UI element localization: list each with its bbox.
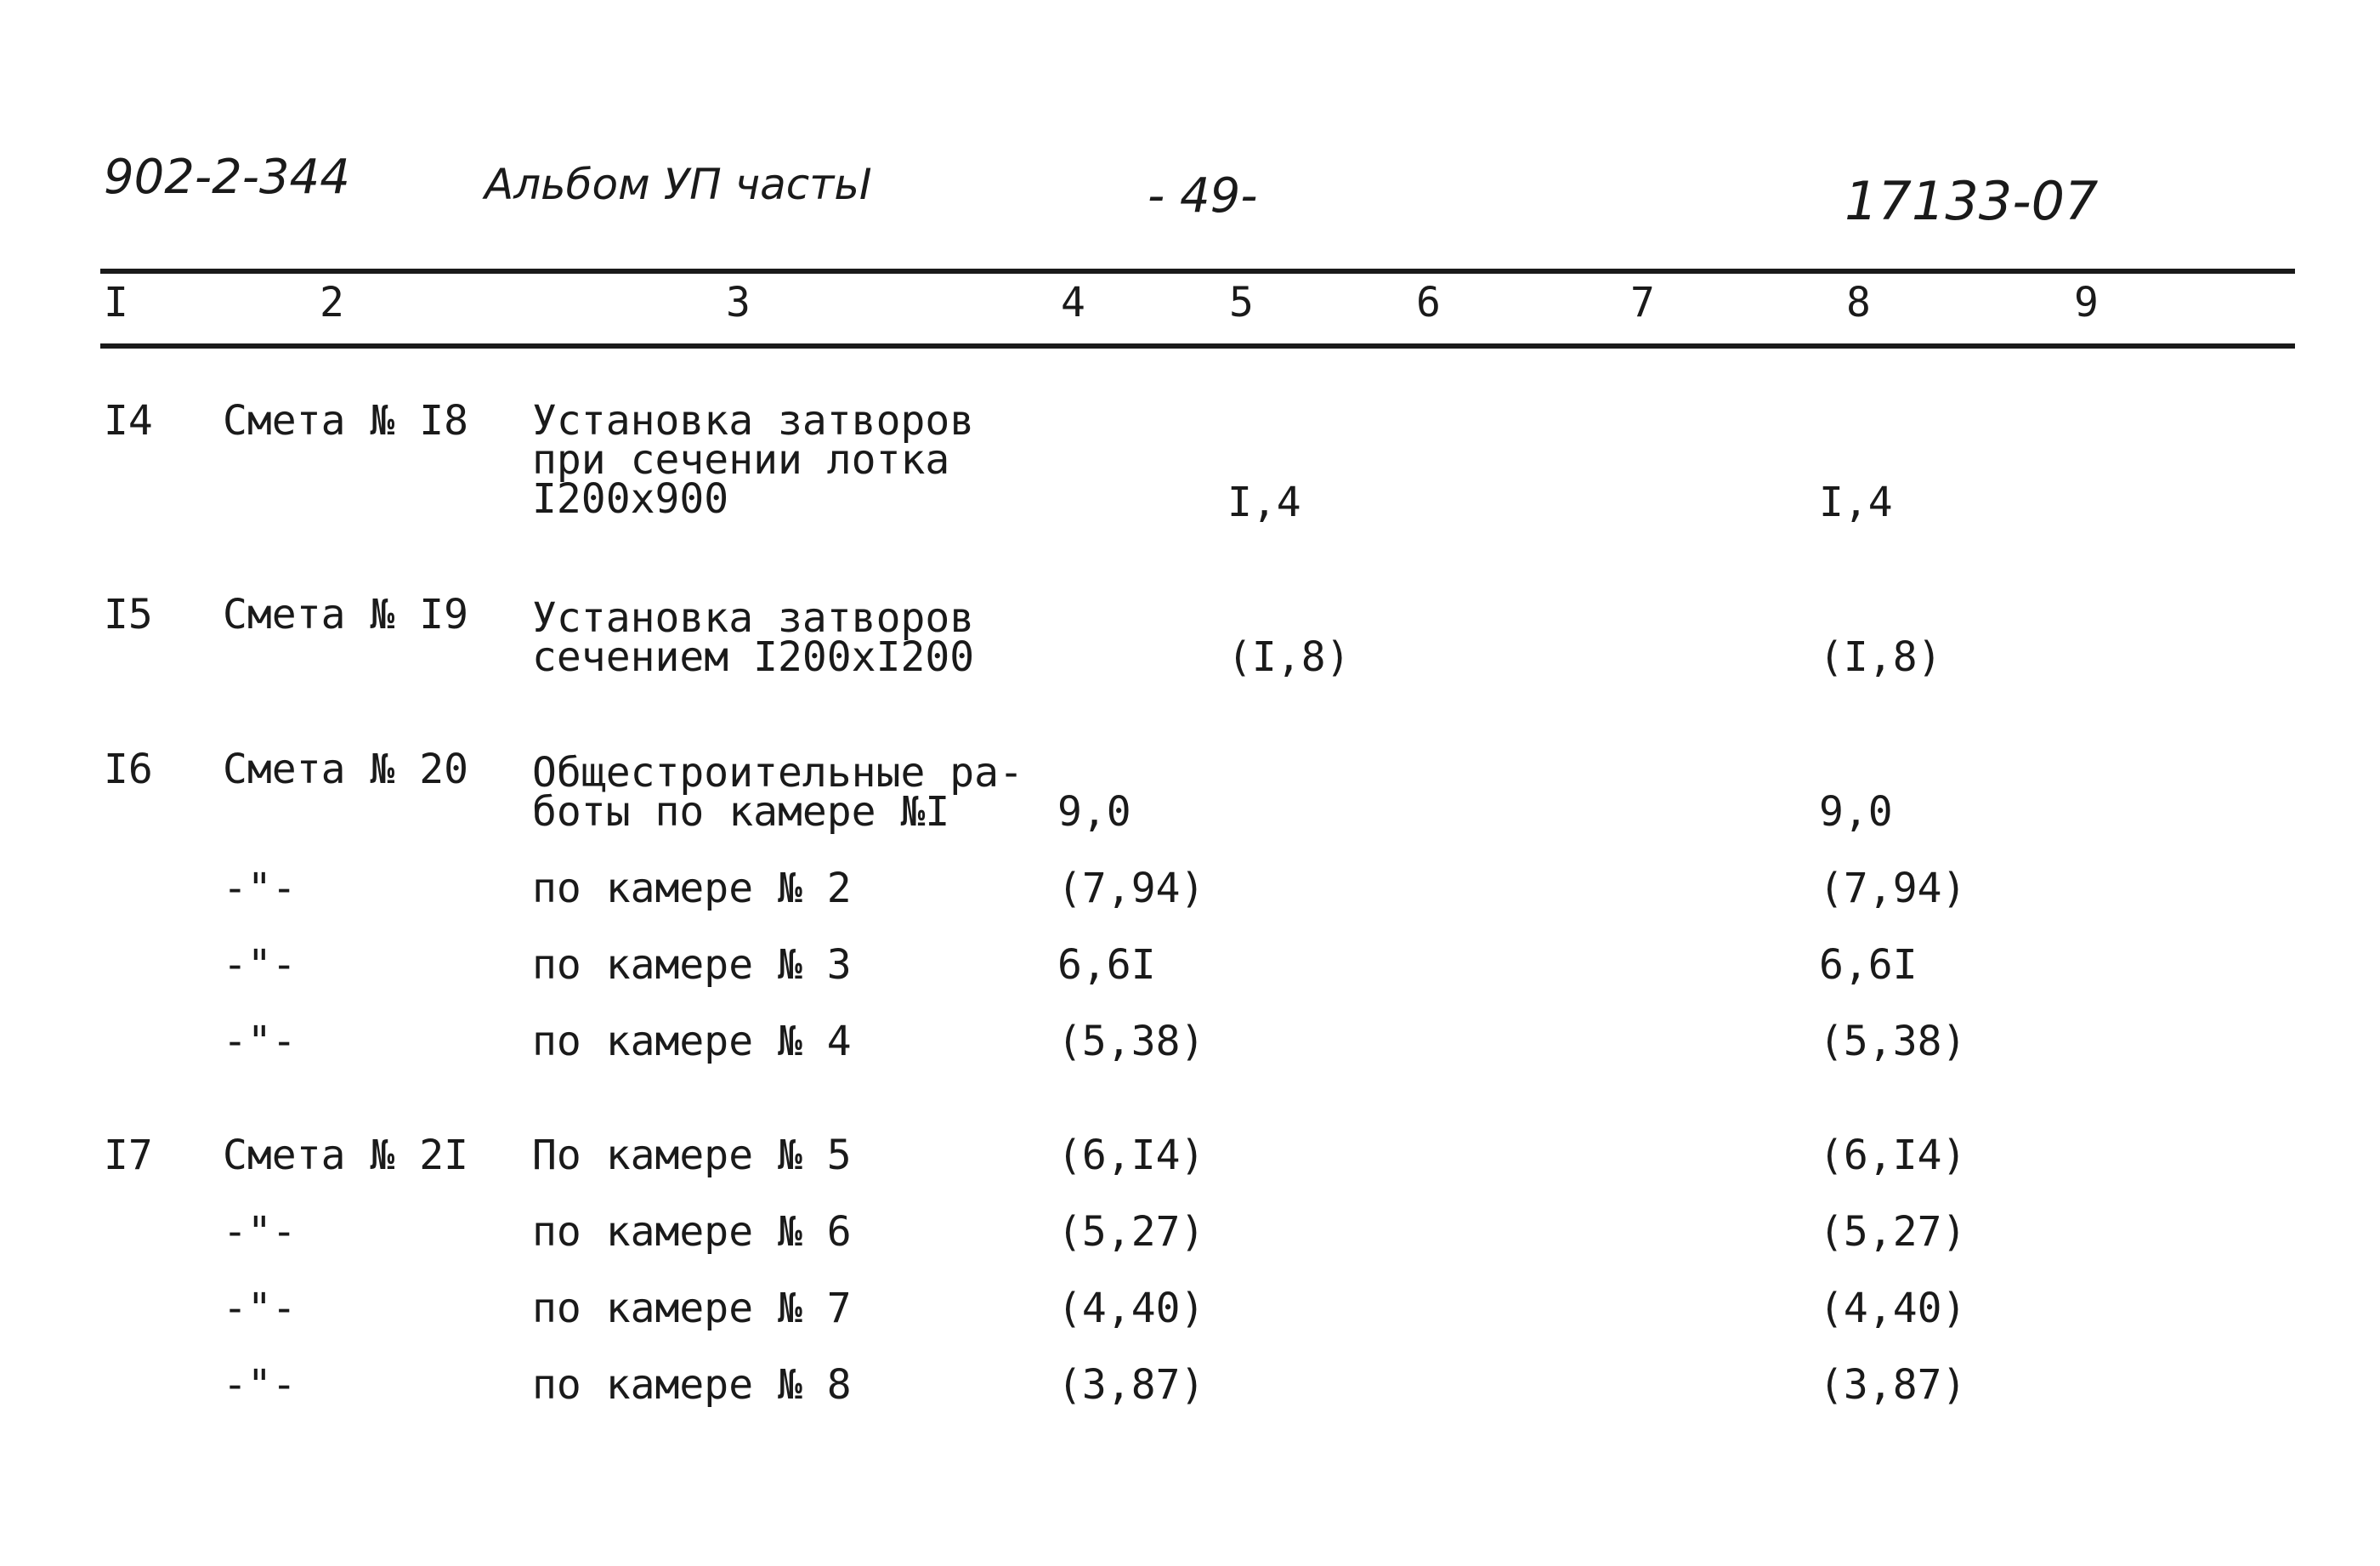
row-description-line: при сечении лотка	[532, 436, 950, 484]
header-top-rule	[100, 269, 2295, 274]
header-bottom-rule	[100, 343, 2295, 349]
row-description-line: По камере № 5	[532, 1132, 852, 1179]
value-col-8: (7,94)	[1819, 865, 1967, 912]
row-description-line: по камере № 8	[532, 1361, 852, 1409]
row-description-line: по камере № 2	[532, 865, 852, 912]
value-col-4: (5,27)	[1057, 1208, 1205, 1256]
row-description-line: по камере № 4	[532, 1018, 852, 1065]
ditto-mark: -"-	[223, 941, 297, 989]
value-col-8: 9,0	[1819, 788, 1893, 836]
estimate-ref: Смета № I8	[223, 397, 468, 445]
row-number: I5	[104, 591, 153, 638]
col-header-2: 2	[320, 279, 344, 326]
value-col-5: I,4	[1227, 479, 1301, 526]
row-description-line: по камере № 3	[532, 941, 852, 989]
row-description-line: по камере № 6	[532, 1208, 852, 1256]
col-header-8: 8	[1846, 279, 1871, 326]
doc-code: 902-2-344	[104, 150, 350, 205]
row-description-line: Общестроительные ра-	[532, 749, 1023, 797]
value-col-8: (4,40)	[1819, 1285, 1967, 1332]
col-header-5: 5	[1229, 279, 1254, 326]
col-header-6: 6	[1416, 279, 1441, 326]
col-header-1: I	[104, 279, 128, 326]
value-col-8: (I,8)	[1819, 633, 1942, 681]
value-col-8: 6,6I	[1819, 941, 1918, 989]
value-col-4: 9,0	[1057, 788, 1131, 836]
value-col-4: (7,94)	[1057, 865, 1205, 912]
album-title: Альбом УП частьI	[484, 160, 872, 209]
registry-number: 17133-07	[1844, 170, 2099, 232]
estimate-ref: Смета № I9	[223, 591, 468, 638]
row-number: I4	[104, 397, 153, 445]
col-header-9: 9	[2074, 279, 2099, 326]
value-col-4: 6,6I	[1057, 941, 1156, 989]
value-col-8: (3,87)	[1819, 1361, 1967, 1409]
estimate-ref: Смета № 2I	[223, 1132, 468, 1179]
value-col-8: (6,I4)	[1819, 1132, 1967, 1179]
col-header-7: 7	[1630, 279, 1655, 326]
page-number: - 49-	[1148, 168, 1258, 224]
ditto-mark: -"-	[223, 1018, 297, 1065]
ditto-mark: -"-	[223, 1361, 297, 1409]
estimate-ref: Смета № 20	[223, 746, 468, 793]
value-col-4: (4,40)	[1057, 1285, 1205, 1332]
row-number: I6	[104, 746, 153, 793]
value-col-8: (5,27)	[1819, 1208, 1967, 1256]
value-col-4: (6,I4)	[1057, 1132, 1205, 1179]
value-col-8: I,4	[1819, 479, 1893, 526]
row-description-line: I200x900	[532, 475, 729, 523]
row-description-line: по камере № 7	[532, 1285, 852, 1332]
ditto-mark: -"-	[223, 1208, 297, 1256]
ditto-mark: -"-	[223, 1285, 297, 1332]
row-number: I7	[104, 1132, 153, 1179]
value-col-4: (3,87)	[1057, 1361, 1205, 1409]
row-description-line: Установка затворов	[532, 397, 975, 445]
col-header-4: 4	[1061, 279, 1085, 326]
row-description-line: боты по камере №I	[532, 788, 950, 836]
value-col-8: (5,38)	[1819, 1018, 1967, 1065]
ditto-mark: -"-	[223, 865, 297, 912]
row-description-line: Установка затворов	[532, 594, 975, 642]
col-header-3: 3	[726, 279, 751, 326]
value-col-5: (I,8)	[1227, 633, 1351, 681]
value-col-4: (5,38)	[1057, 1018, 1205, 1065]
row-description-line: сечением I200xI200	[532, 633, 975, 681]
